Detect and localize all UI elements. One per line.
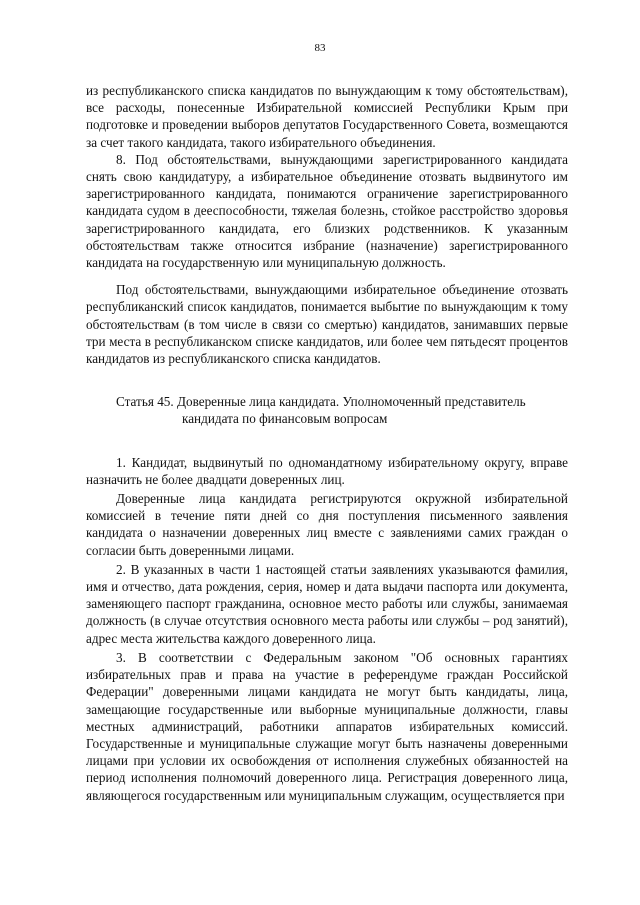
paragraph-registration: Доверенные лица кандидата регистрируются окружной избирательной комиссией в течение пяти дней со дня поступления письменного заявления кандидата о назначении доверенных лиц вместе с заявлениями самих граждан о согласии быть доверенными лицами. — [86, 491, 568, 558]
document-body — [86, 82, 568, 804]
paragraph-part-1: 1. Кандидат, выдвинутый по одномандатному избирательному округу, вправе назначить не более двадцати доверенных лиц. — [86, 454, 568, 487]
paragraph-item-8: 8. Под обстоятельствами, вынуждающими зарегистрированного кандидата снять свою кандидатуру, а избирательное объединение отозвать выдвинутого им зарегистрированного кандидата, понимаются ограничение зарегистрированного кандидата судом в дееспособности, тяжелая болезнь, стойкое расстройство здоровья зарегистрированного кандидата, его близких родственников. К указанным обстоятельствам также относится избрание (назначение) зарегистрированного кандидата на государственную или муниципальную должность. — [86, 151, 568, 271]
paragraph-part-2: 2. В указанных в части 1 настоящей статьи заявлениях указываются фамилия, имя и отчество, дата рождения, серия, номер и дата выдачи паспорта или документа, заменяющего паспорт гражданина, основное место работы или службы, занимаемая должность (в случае отсутствия основного места работы или службы – род занятий), адрес места жительства каждого доверенного лица. — [86, 561, 568, 646]
paragraph-continuation: из республиканского списка кандидатов по вынуждающим к тому обстоятельствам), все расходы, понесенные Избирательной комиссией Республики Крым при подготовке и проведении выборов депутатов Государственного Совета, возмещаются за счет такого кандидата, такого избирательного объединения. — [86, 83, 568, 150]
page-number: 83 — [314, 42, 326, 54]
paragraph-list-withdrawal: Под обстоятельствами, вынуждающими избирательное объединение отозвать республиканский список кандидатов, понимается выбытие по вынуждающим к тому обстоятельствам (в том числе в связи со смертью) кандидатов, занимавших первые три места в республиканском списке кандидатов, или более чем пятьдесят процентов кандидатов из республиканского списка кандидатов. — [86, 282, 568, 367]
article-title-line-2: кандидата по финансовым вопросам — [182, 411, 388, 427]
article-title-line-1: Статья 45. Доверенные лица кандидата. Уполномоченный представитель — [116, 394, 526, 410]
article-heading — [86, 393, 568, 427]
paragraph-part-3: 3. В соответствии с Федеральным законом "Об основных гарантиях избирательных прав и права на участие в референдуме граждан Российской Федерации" доверенными лицами кандидата не могут быть кандидаты, лица, замещающие государственные или выборные муниципальные должности, главы местных администраций, работники аппаратов избирательных комиссий. Государственные и муниципальные служащие могут быть назначены доверенными лицами при условии их освобождения от исполнения служебных обязанностей на период исполнения полномочий доверенного лица. Регистрация доверенного лица, являющегося государственным или муниципальным служащим, осуществляется при — [86, 649, 568, 803]
